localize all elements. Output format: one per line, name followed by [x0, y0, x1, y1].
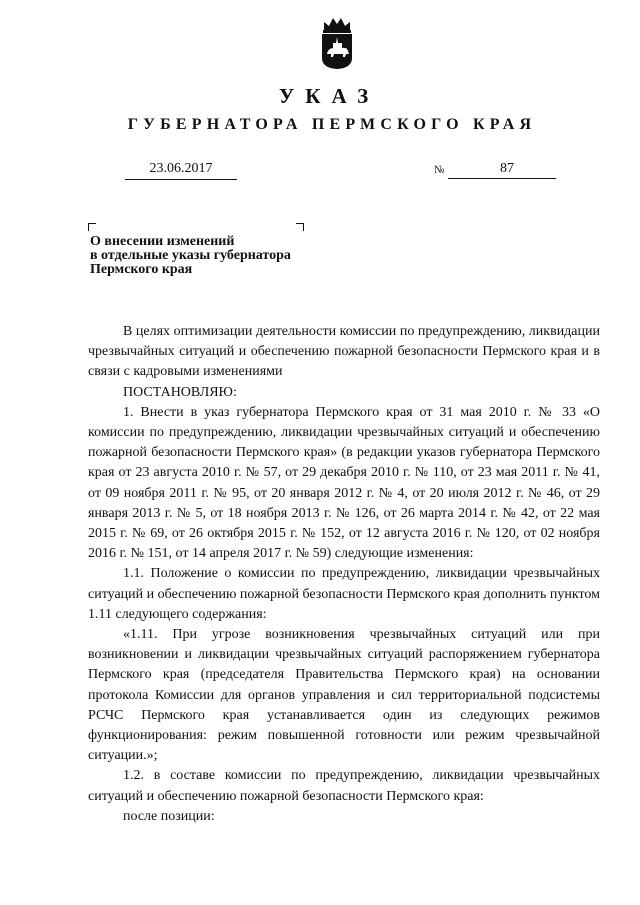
after-position-paragraph: после позиции:: [123, 808, 215, 824]
clause-1-2-paragraph: 1.2. в составе комиссии по предупреждению, ликвидации чрезвычайных ситуаций и обеспечению пожарной безопасности Пермского края:: [88, 768, 600, 804]
preamble-paragraph: В целях оптимизации деятельности комиссии по предупреждению, ликвидации чрезвычайных ситуаций и обеспечению пожарной безопасности Пермского края и в связи с кадровыми изменениями: [88, 324, 600, 380]
issuer-title: ГУБЕРНАТОРА ПЕРМСКОГО КРАЯ: [127, 116, 537, 133]
clause-1-paragraph: 1. Внести в указ губернатора Пермского края от 31 мая 2010 г. № 33 «О комиссии по предупреждению, ликвидации чрезвычайных ситуаций и обеспечению пожарной безопасности Пермского края» (в редакции указов губернатора Пермского края от 23 августа 2010 г. № 57, от 29 декабря 2010 г. № 110, от 23 мая 2011 г. № 41, от 09 ноября 2011 г. № 95, от 20 января 2012 г. № 4, от 20 июля 2012 г. № 46, от 29 января 2013 г. № 5, от 18 ноября 2013 г. № 126, от 26 марта 2014 г. № 42, от 22 мая 2015 г. № 69, от 26 октября 2015 г. № 152, от 12 августа 2016 г. № 120, от 02 ноября 2016 г. № 151, от 14 апреля 2017 г. № 59) следующие изменения:: [88, 404, 600, 562]
title-line: в отдельные указы губернатора: [90, 248, 291, 263]
decree-date: 23.06.2017: [125, 161, 237, 180]
title-line: О внесении изменений: [90, 234, 235, 249]
clause-1-11-quote-paragraph: «1.11. При угрозе возникновения чрезвычайных ситуаций или при возникновении и ликвидации чрезвычайных ситуаций распоряжением губернатора Пермского края (председателя Правительства Пермского края) на основании протокола Комиссии для органов управления и сил территориальной подсистемы РСЧС Пермского края устанавливается один из следующих режимов функционирования: режим повышенной готовности или режим чрезвычайной ситуации.»;: [88, 627, 600, 764]
title-line: Пермского края: [90, 262, 193, 277]
title-corner-mark-right: [296, 223, 304, 231]
decree-body: [88, 322, 600, 827]
number-label: №: [434, 164, 445, 176]
document-type: УКАЗ: [278, 84, 380, 108]
title-corner-mark-left: [88, 223, 96, 231]
clause-1-1-paragraph: 1.1. Положение о комиссии по предупреждению, ликвидации чрезвычайных ситуаций и обеспечению пожарной безопасности Пермского края дополнить пунктом 1.11 следующего содержания:: [88, 566, 600, 622]
decree-title: [90, 235, 350, 277]
resolve-heading: ПОСТАНОВЛЯЮ:: [123, 384, 237, 400]
decree-number: 87: [448, 161, 556, 179]
perm-krai-coat-of-arms-bear-icon: [318, 14, 356, 70]
